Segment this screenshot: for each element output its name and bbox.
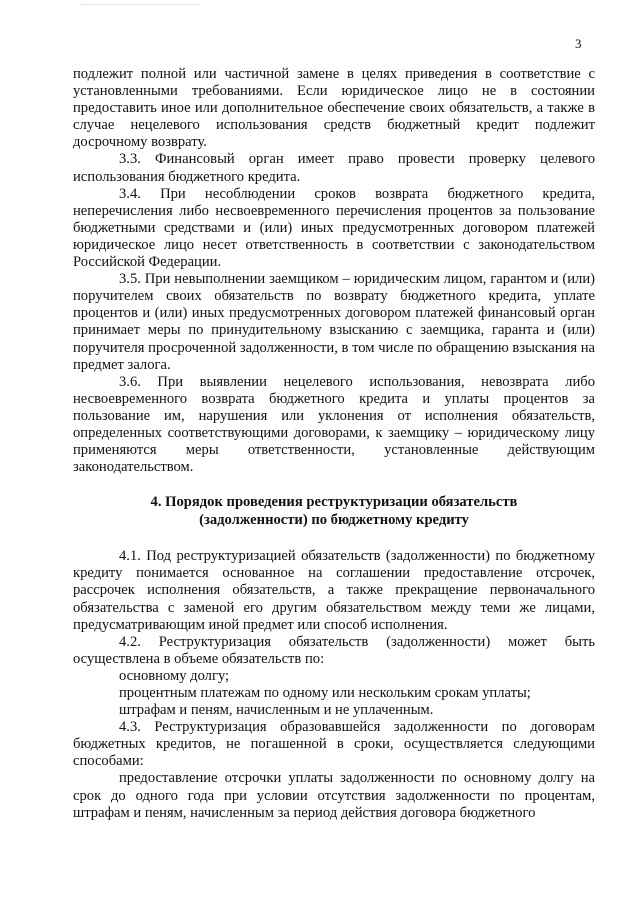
scan-artifact [80,4,200,7]
paragraph-continuation: подлежит полной или частичной замене в целях приведения в соответствие с установленными требованиями. Если юридическое лицо не в состоянии предоставить иное или дополнительное обеспечение своих обязательств, а также в случае нецелевого использования средств бюджетный кредит подлежит досрочному возврату. [73,66,595,151]
section-heading-line-2: (задолженности) по бюджетному кредиту [199,511,469,528]
paragraph-3-5: 3.5. При невыполнении заемщиком – юридическим лицом, гарантом и (или) поручителем своих обязательств по возврату бюджетного кредита, уплате процентов и (или) иных предусмотренных договором платежей финансовый орган принимает меры по принудительному взысканию с заемщика, гаранта и (или) поручителя просроченной задолженности, в том числе по обращению взыскания на предмет залога. [73,271,595,373]
list-item-penalties: штрафам и пеням, начисленным и не уплаченным. [119,702,434,719]
page-number: 3 [575,36,582,51]
paragraph-4-2: 4.2. Реструктуризация обязательств (задолженности) может быть осуществлена в объеме обязательств по: [73,633,595,667]
section-heading-line-1: 4. Порядок проведения реструктуризации обязательств [150,494,518,511]
paragraph-3-6: 3.6. При выявлении нецелевого использования, невозврата либо несвоевременного возврата бюджетного кредита и уплаты процентов за пользование им, нарушения или уклонения от исполнения обязательств, определенных соответствующими договорами, к заемщику – юридическому лицу применяются меры ответственности, установленные действующим законодательством. [73,373,595,476]
paragraph-3-3: 3.3. Финансовый орган имеет право провести проверку целевого использования бюджетного кредита. [73,151,595,185]
paragraph-4-3-method: предоставление отсрочки уплаты задолженности по основному долгу на срок до одного года при условии отсутствия задолженности по процентам, штрафам и пеням, начисленным за период действия договора бюджетного [73,770,595,821]
section-heading [73,494,595,529]
list-item-interest: процентным платежам по одному или нескольким срокам уплаты; [119,685,531,701]
document-body [73,66,595,822]
list-item-principal: основному долгу; [119,667,230,684]
paragraph-4-3: 4.3. Реструктуризация образовавшейся задолженности по договорам бюджетных кредитов, не погашенной в сроки, осуществляется следующими способами: [73,719,595,770]
paragraph-4-1: 4.1. Под реструктуризацией обязательств (задолженности) по бюджетному кредиту понимается основанное на соглашении предоставление отсрочек, рассрочек исполнения обязательств, а также прекращение первоначального обязательства с заменой его другим обязательством между теми же лицами, предусматривающим иной предмет или способ исполнения. [73,548,595,633]
paragraph-3-4: 3.4. При несоблюдении сроков возврата бюджетного кредита, неперечисления либо несвоевременного перечисления процентов за пользование бюджетными средствами и (или) иных предусмотренных договором платежей юридическое лицо несет ответственность в соответствии с законодательством Российской Федерации. [73,185,595,271]
